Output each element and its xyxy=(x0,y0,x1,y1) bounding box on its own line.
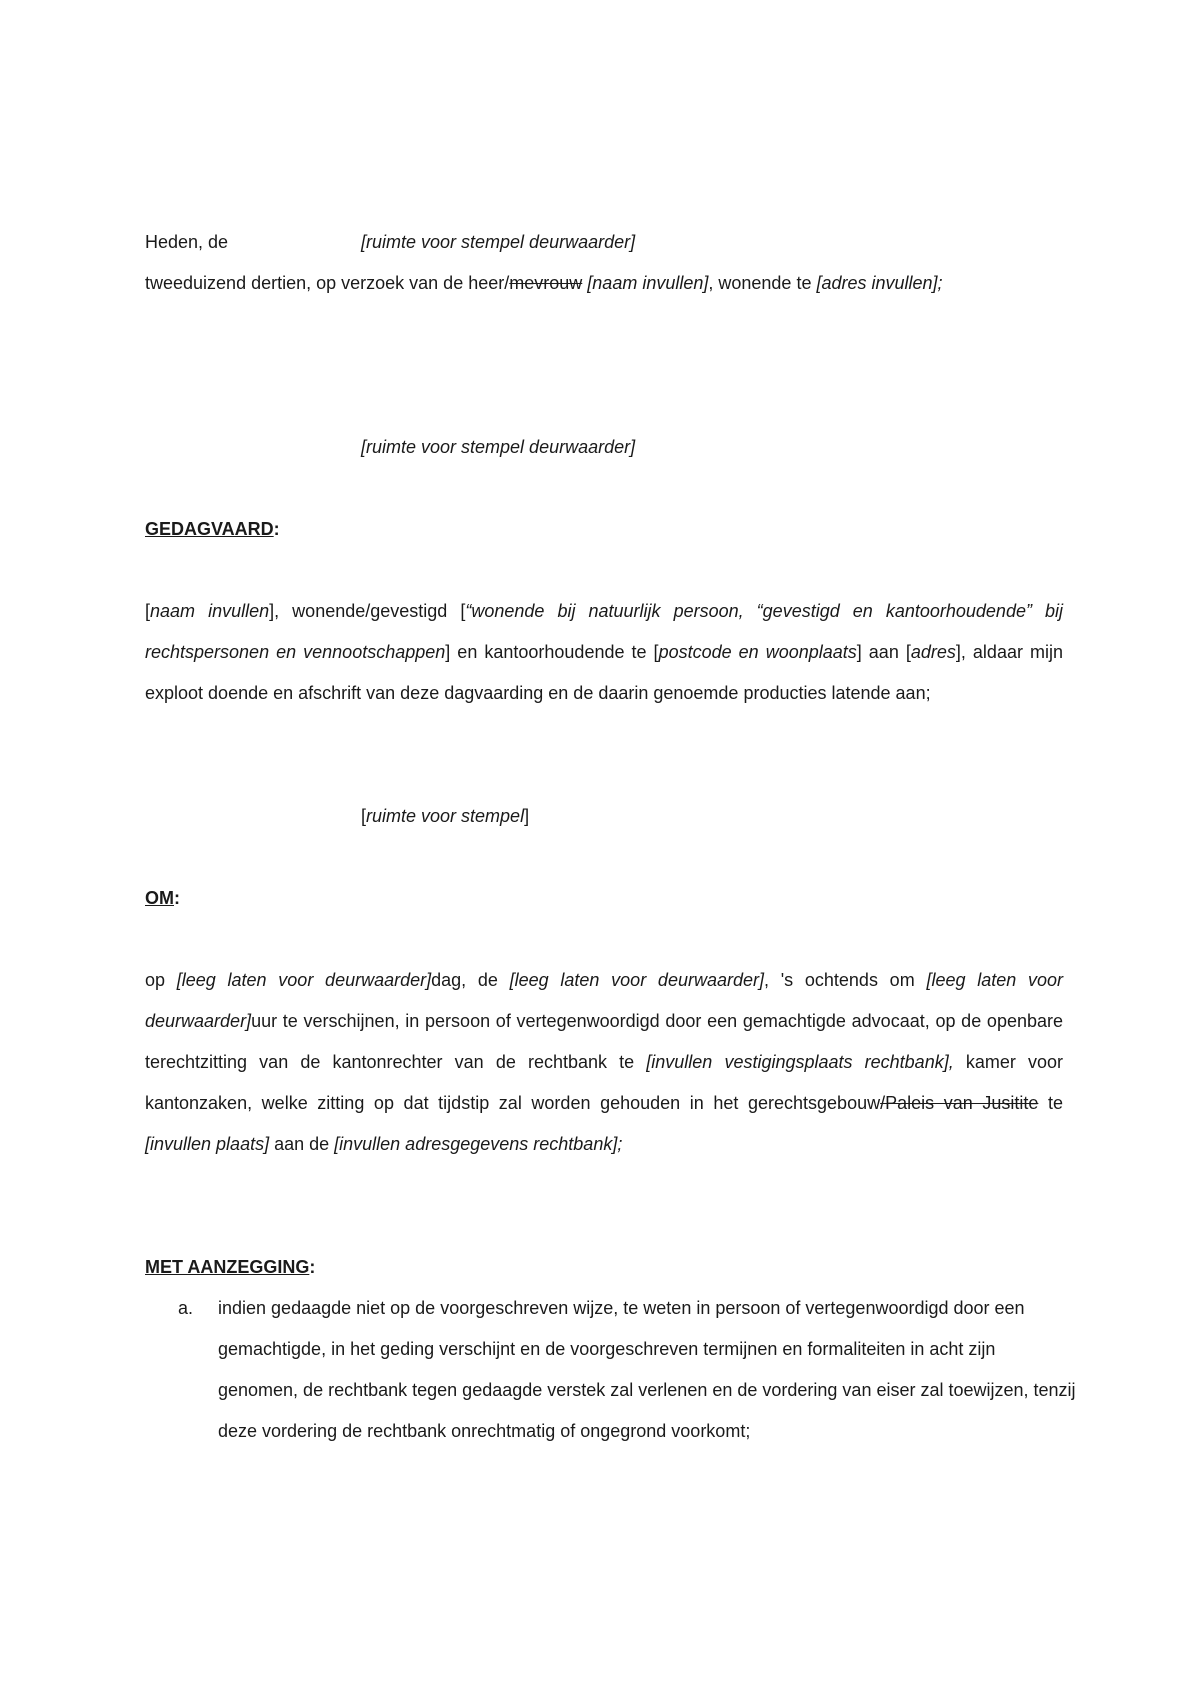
om-text-3: , 's ochtends om xyxy=(763,970,927,990)
om-text-1: op xyxy=(145,970,177,990)
list-item-text: indien gedaagde niet op de voorgeschreven wijze, te weten in persoon of vertegenwoordigd door een gemachtigde, in het geding verschijnt en de voorgeschreven termijnen en formaliteiten in acht zijn genomen, de rechtbank tegen gedaagde verstek zal verlenen en de vordering van eiser zal toewijzen, tenzij deze vordering de rechtbank onrechtmatig of ongegrond voorkomt; xyxy=(218,1298,1076,1441)
gedagvaard-text-3: ] aan [ xyxy=(856,642,911,662)
leeg-placeholder-2: [leeg laten voor deurwaarder] xyxy=(509,970,764,990)
leeg-placeholder-1: [leeg laten voor deurwaarder] xyxy=(176,970,432,990)
opening-text: tweeduizend dertien, op verzoek van de heer/ xyxy=(145,273,510,293)
adres-placeholder-2: adres xyxy=(910,642,956,662)
om-text-6: te xyxy=(1038,1093,1063,1113)
om-heading xyxy=(145,878,1063,919)
stamp-open: [ xyxy=(361,806,367,826)
stamp-placeholder-3 xyxy=(361,796,529,837)
gedagvaard-colon: : xyxy=(273,519,280,539)
opening-wonende: , wonende te xyxy=(708,273,817,293)
opening-lead: Heden, de xyxy=(145,232,229,252)
opening-line-1 xyxy=(145,222,1063,263)
gedagvaard-text-2: ] en kantoorhoudende te [ xyxy=(445,642,659,662)
list-marker: a. xyxy=(178,1298,194,1318)
stamp-placeholder-1: [ruimte voor stempel deurwaarder] xyxy=(361,232,636,252)
vestigingsplaats-placeholder: [invullen vestigingsplaats rechtbank], xyxy=(646,1052,954,1072)
naam-placeholder: [naam invullen] xyxy=(587,273,709,293)
gedagvaard-heading xyxy=(145,509,1063,550)
opening-end: ; xyxy=(937,273,943,293)
stamp-close: ] xyxy=(524,806,530,826)
met-aanzegging-title: MET AANZEGGING xyxy=(145,1257,310,1277)
plaats-placeholder: [invullen plaats] xyxy=(145,1134,270,1154)
postcode-placeholder: postcode en woonplaats xyxy=(658,642,857,662)
om-text-5: kamer voor kantonzaken, welke zitting op dat tijdstip zal worden gehouden in het gerechtsgebouw xyxy=(145,1052,1063,1113)
adres-placeholder: [adres invullen] xyxy=(816,273,938,293)
stamp-placeholder-2: [ruimte voor stempel deurwaarder] xyxy=(361,437,636,457)
gedagvaard-text-1: ], wonende/gevestigd [ xyxy=(269,601,466,621)
om-text-2: dag, de xyxy=(431,970,510,990)
om-text-4: uur te verschijnen, in persoon of vertegenwoordigd door een gemachtigde advocaat, op de openbare terechtzitting van de kantonrechter van de rechtbank te xyxy=(145,1011,1063,1072)
bracket: [ xyxy=(145,601,151,621)
wonende-gevestigd-note: “wonende bij natuurlijk persoon, “gevestigd en kantoorhoudende” bij rechtspersonen en vennootschappen xyxy=(145,601,1064,662)
leeg-placeholder-3: [leeg laten voor deurwaarder] xyxy=(145,970,1063,1031)
naam-placeholder-2: naam invullen xyxy=(150,601,270,621)
opening-paragraph xyxy=(145,263,1063,304)
om-paragraph xyxy=(145,960,1063,1165)
struck-paleis: /Paleis van Jusitite xyxy=(880,1093,1039,1113)
om-text-7: aan de xyxy=(269,1134,335,1154)
gedagvaard-title: GEDAGVAARD xyxy=(145,519,274,539)
gedagvaard-paragraph xyxy=(145,591,1063,714)
gedagvaard-text-4: ], aldaar mijn exploot doende en afschrift van deze dagvaarding en de daarin genoemde producties latende aan; xyxy=(145,642,1063,703)
om-colon: : xyxy=(174,888,180,908)
adresgegevens-placeholder: [invullen adresgegevens rechtbank]; xyxy=(334,1134,623,1154)
met-aanzegging-heading xyxy=(145,1247,1063,1288)
struck-mevrouw: mevrouw xyxy=(509,273,583,293)
met-aanzegging-colon: : xyxy=(309,1257,316,1277)
stamp-text: ruimte voor stempel xyxy=(366,806,525,826)
list-item xyxy=(178,1288,1078,1452)
om-title: OM xyxy=(145,888,174,908)
